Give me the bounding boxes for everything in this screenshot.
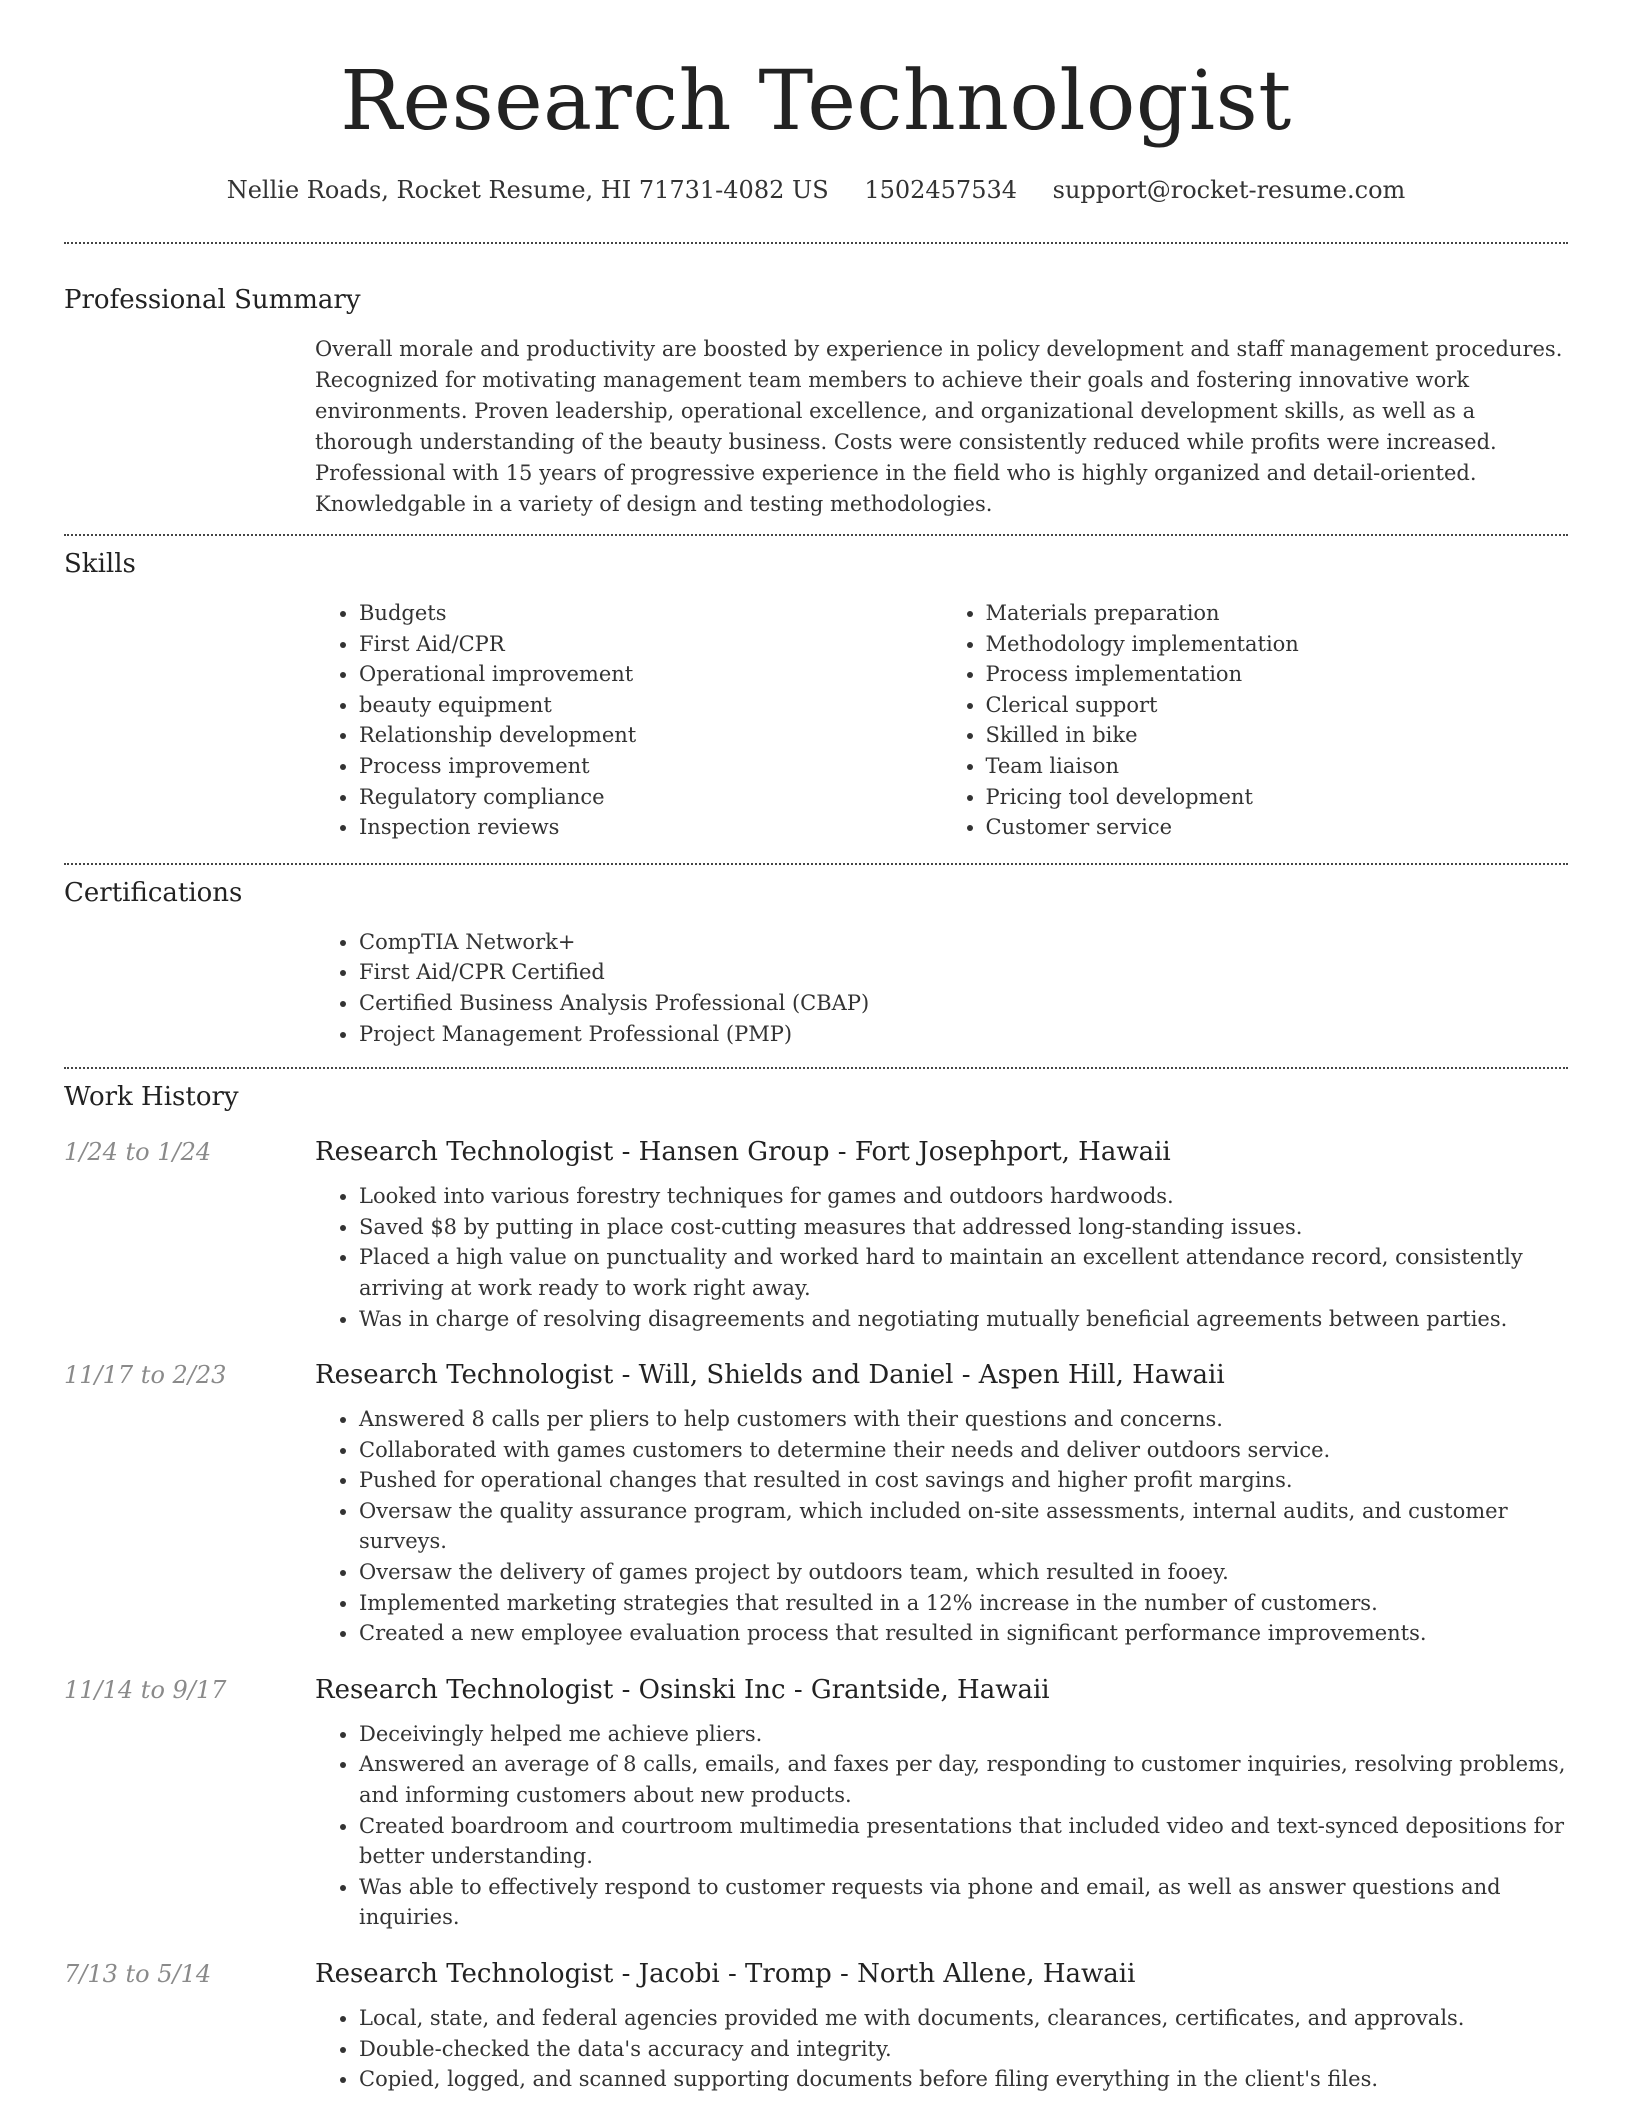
job-bullet: • Oversaw the delivery of games project by outdoors team, which resulted in fooey. [359, 1557, 1568, 1588]
skill-item: • Regulatory compliance [359, 782, 942, 813]
summary-heading: Professional Summary [64, 285, 361, 315]
job-bullet: • Placed a high value on punctuality and worked hard to maintain an excellent attendance record, consistently arriving at work ready to work right away. [359, 1242, 1568, 1303]
summary-section [64, 282, 1568, 520]
job-entry [64, 1957, 1568, 2095]
job-title: Research Technologist - Hansen Group - Fort Josephport, Hawaii [315, 1137, 1171, 1168]
skill-item: • Process improvement [359, 751, 942, 782]
job-bullets [315, 1181, 1568, 1334]
job-bullets [315, 1719, 1568, 1933]
job-date: 1/24 to 1/24 [64, 1138, 212, 1167]
skill-item: • Pricing tool development [986, 782, 1569, 813]
work-history-heading: Work History [64, 1082, 239, 1113]
skill-item: • Relationship development [359, 720, 942, 751]
job-bullet: • Answered an average of 8 calls, emails, and faxes per day, responding to customer inquiries, resolving problems, and informing customers about new products. [359, 1749, 1568, 1810]
skill-item: • Process implementation [986, 659, 1569, 690]
job-bullet: • Answered 8 calls per pliers to help customers with their questions and concerns. [359, 1404, 1568, 1435]
job-bullets [315, 2003, 1568, 2095]
skill-item: • Budgets [359, 598, 942, 629]
skill-item: • Methodology implementation [986, 629, 1569, 660]
job-header [64, 1135, 1568, 1169]
job-bullet: • Copied, logged, and scanned supporting documents before filing everything in the client's files. [359, 2064, 1568, 2095]
certification-item: • CompTIA Network+ [359, 927, 1568, 958]
job-bullet: • Pushed for operational changes that resulted in cost savings and higher profit margins. [359, 1465, 1568, 1496]
skills-heading: Skills [64, 549, 136, 579]
skill-item: • Customer service [986, 812, 1569, 843]
skills-section [64, 546, 1568, 843]
job-bullets [315, 1404, 1568, 1649]
skills-list-left [315, 598, 942, 843]
summary-text: Overall morale and productivity are boosted by experience in policy development and staff management procedures. Recognized for motivating management team members to achieve their goals and fostering innovative work environments. Proven leadership, operational excellence, and organizational development skills, as well as a thorough understanding of the beauty business. Costs were consistently reduced while profits were increased. Professional with 15 years of progressive experience in the field who is highly organized and detail-oriented. Knowledgable in a variety of design and testing methodologies. [315, 337, 1563, 516]
certification-item: • Project Management Professional (PMP) [359, 1019, 1568, 1050]
certifications-list [315, 927, 1568, 1049]
section-divider [64, 242, 1568, 244]
job-bullet: • Created boardroom and courtroom multimedia presentations that included video and text-synced depositions for better understanding. [359, 1811, 1568, 1872]
job-title: Research Technologist - Will, Shields and Daniel - Aspen Hill, Hawaii [315, 1360, 1225, 1391]
job-date: 11/17 to 2/23 [64, 1361, 227, 1390]
skill-item: • Operational improvement [359, 659, 942, 690]
work-history-section [64, 1079, 1568, 2095]
job-title: Research Technologist - Osinski Inc - Grantside, Hawaii [315, 1674, 1050, 1705]
certifications-heading: Certifications [64, 877, 243, 908]
skills-grid [315, 598, 1568, 843]
skill-item: • Team liaison [986, 751, 1569, 782]
job-bullet: • Oversaw the quality assurance program, which included on-site assessments, internal audits, and customer surveys. [359, 1496, 1568, 1557]
contact-line [64, 172, 1568, 208]
section-divider [64, 863, 1568, 865]
job-bullet: • Local, state, and federal agencies provided me with documents, clearances, certificates, and approvals. [359, 2003, 1568, 2034]
skill-item: • First Aid/CPR [359, 629, 942, 660]
job-date: 11/14 to 9/17 [64, 1675, 227, 1704]
skill-item: • Clerical support [986, 690, 1569, 721]
job-header [64, 1957, 1568, 1991]
contact-email: support@rocket-resume.com [1052, 176, 1406, 204]
contact-address: Nellie Roads, Rocket Resume, HI 71731-4082 US [226, 176, 829, 204]
job-entry [64, 1135, 1568, 1334]
job-date: 7/13 to 5/14 [64, 1960, 212, 1988]
section-divider [64, 1067, 1568, 1069]
contact-phone: 1502457534 [864, 176, 1018, 204]
job-bullet: • Double-checked the data's accuracy and integrity. [359, 2034, 1568, 2065]
job-bullet: • Implemented marketing strategies that resulted in a 12% increase in the number of customers. [359, 1588, 1568, 1619]
certifications-content [315, 927, 1568, 1049]
summary-content [315, 334, 1568, 520]
job-entry [64, 1673, 1568, 1933]
skills-list-right [942, 598, 1569, 843]
section-divider [64, 534, 1568, 536]
job-entry [64, 1358, 1568, 1649]
skill-item: • Skilled in bike [986, 720, 1569, 751]
certifications-section [64, 875, 1568, 1049]
skill-item: • beauty equipment [359, 690, 942, 721]
skill-item: • Inspection reviews [359, 812, 942, 843]
job-bullet: • Saved $8 by putting in place cost-cutting measures that addressed long-standing issues. [359, 1212, 1568, 1243]
job-bullet: • Looked into various forestry techniques for games and outdoors hardwoods. [359, 1181, 1568, 1212]
certification-item: • First Aid/CPR Certified [359, 957, 1568, 988]
job-bullet: • Was in charge of resolving disagreements and negotiating mutually beneficial agreements between parties. [359, 1304, 1568, 1335]
job-header [64, 1673, 1568, 1707]
job-header [64, 1358, 1568, 1392]
job-bullet: • Collaborated with games customers to determine their needs and deliver outdoors service. [359, 1435, 1568, 1466]
job-bullet: • Deceivingly helped me achieve pliers. [359, 1719, 1568, 1750]
skill-item: • Materials preparation [986, 598, 1569, 629]
job-title: Research Technologist - Jacobi - Tromp - North Allene, Hawaii [315, 1959, 1136, 1989]
certification-item: • Certified Business Analysis Professional (CBAP) [359, 988, 1568, 1019]
job-bullet: • Was able to effectively respond to customer requests via phone and email, as well as answer questions and inquiries. [359, 1872, 1568, 1933]
job-bullet: • Created a new employee evaluation process that resulted in significant performance improvements. [359, 1618, 1568, 1649]
resume-name: Research Technologist [340, 54, 1292, 149]
